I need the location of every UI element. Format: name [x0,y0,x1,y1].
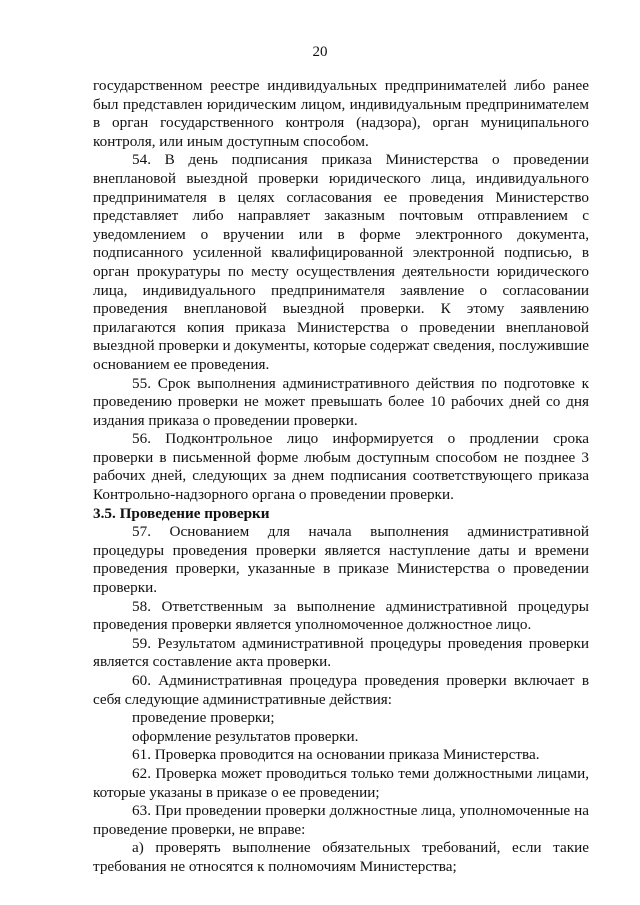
paragraph-60: 60. Административная процедура проведения проверки включает в себя следующие административные действия: [93,672,589,708]
paragraph-58: 58. Ответственным за выполнение административной процедуры проведения проверки является уполномоченное должностное лицо. [93,597,589,634]
paragraph-57: 57. Основанием для начала выполнения административной процедуры проведения проверки является наступление даты и времени проведения проверки, указанные в приказе Министерства о проведении проверки. [93,523,589,597]
paragraph-continuation: государственном реестре индивидуальных предпринимателей либо ранее был представлен юридическим лицом, индивидуальным предпринимателем в орган государственного контроля (надзора), орган муниципального контроля, или иным доступным способом. [93,77,589,150]
list-item-conduct: проведение проверки; [132,709,275,727]
paragraph-63a: а) проверять выполнение обязательных требований, если такие требования не относятся к полномочиям Министерства; [93,839,589,875]
list-item-results: оформление результатов проверки. [132,727,359,745]
document-body [93,77,589,877]
page-number: 20 [312,44,328,60]
section-heading: 3.5. Проведение проверки [93,504,270,522]
paragraph-54: 54. В день подписания приказа Министерства о проведении внеплановой выездной проверки юридического лица, индивидуального предпринимателя в целях согласования ее проведения Министерство представляет либо направляет заказным почтовым отправлением с уведомлением о вручении или в форме электронного документа, подписанного усиленной квалифицированной электронной подписью, в орган прокуратуры по месту осуществления деятельности юридического лица, индивидуального предпринимателя заявление о согласовании проведения внеплановой выездной проверки. К этому заявлению прилагаются копия приказа Министерства о проведении внеплановой выездной проверки и документы, которые содержат сведения, послужившие основанием ее проведения. [93,151,589,373]
paragraph-56: 56. Подконтрольное лицо информируется о продлении срока проверки в письменной форме любым доступным способом не позднее 3 рабочих дней, следующих за днем подписания соответствующего приказа Контрольно-надзорного органа о проведении проверки. [93,430,589,504]
paragraph-59: 59. Результатом административной процедуры проведения проверки является составление акта проверки. [93,634,589,671]
paragraph-61: 61. Проверка проводится на основании приказа Министерства. [132,746,540,764]
paragraph-63: 63. При проведении проверки должностные лица, уполномоченные на проведение проверки, не вправе: [93,802,589,838]
paragraph-62: 62. Проверка может проводиться только теми должностными лицами, которые указаны в приказе о ее проведении; [93,764,589,801]
paragraph-55: 55. Срок выполнения административного действия по подготовке к проведению проверки не может превышать более 10 рабочих дней со дня издания приказа о проведении проверки. [93,374,589,429]
